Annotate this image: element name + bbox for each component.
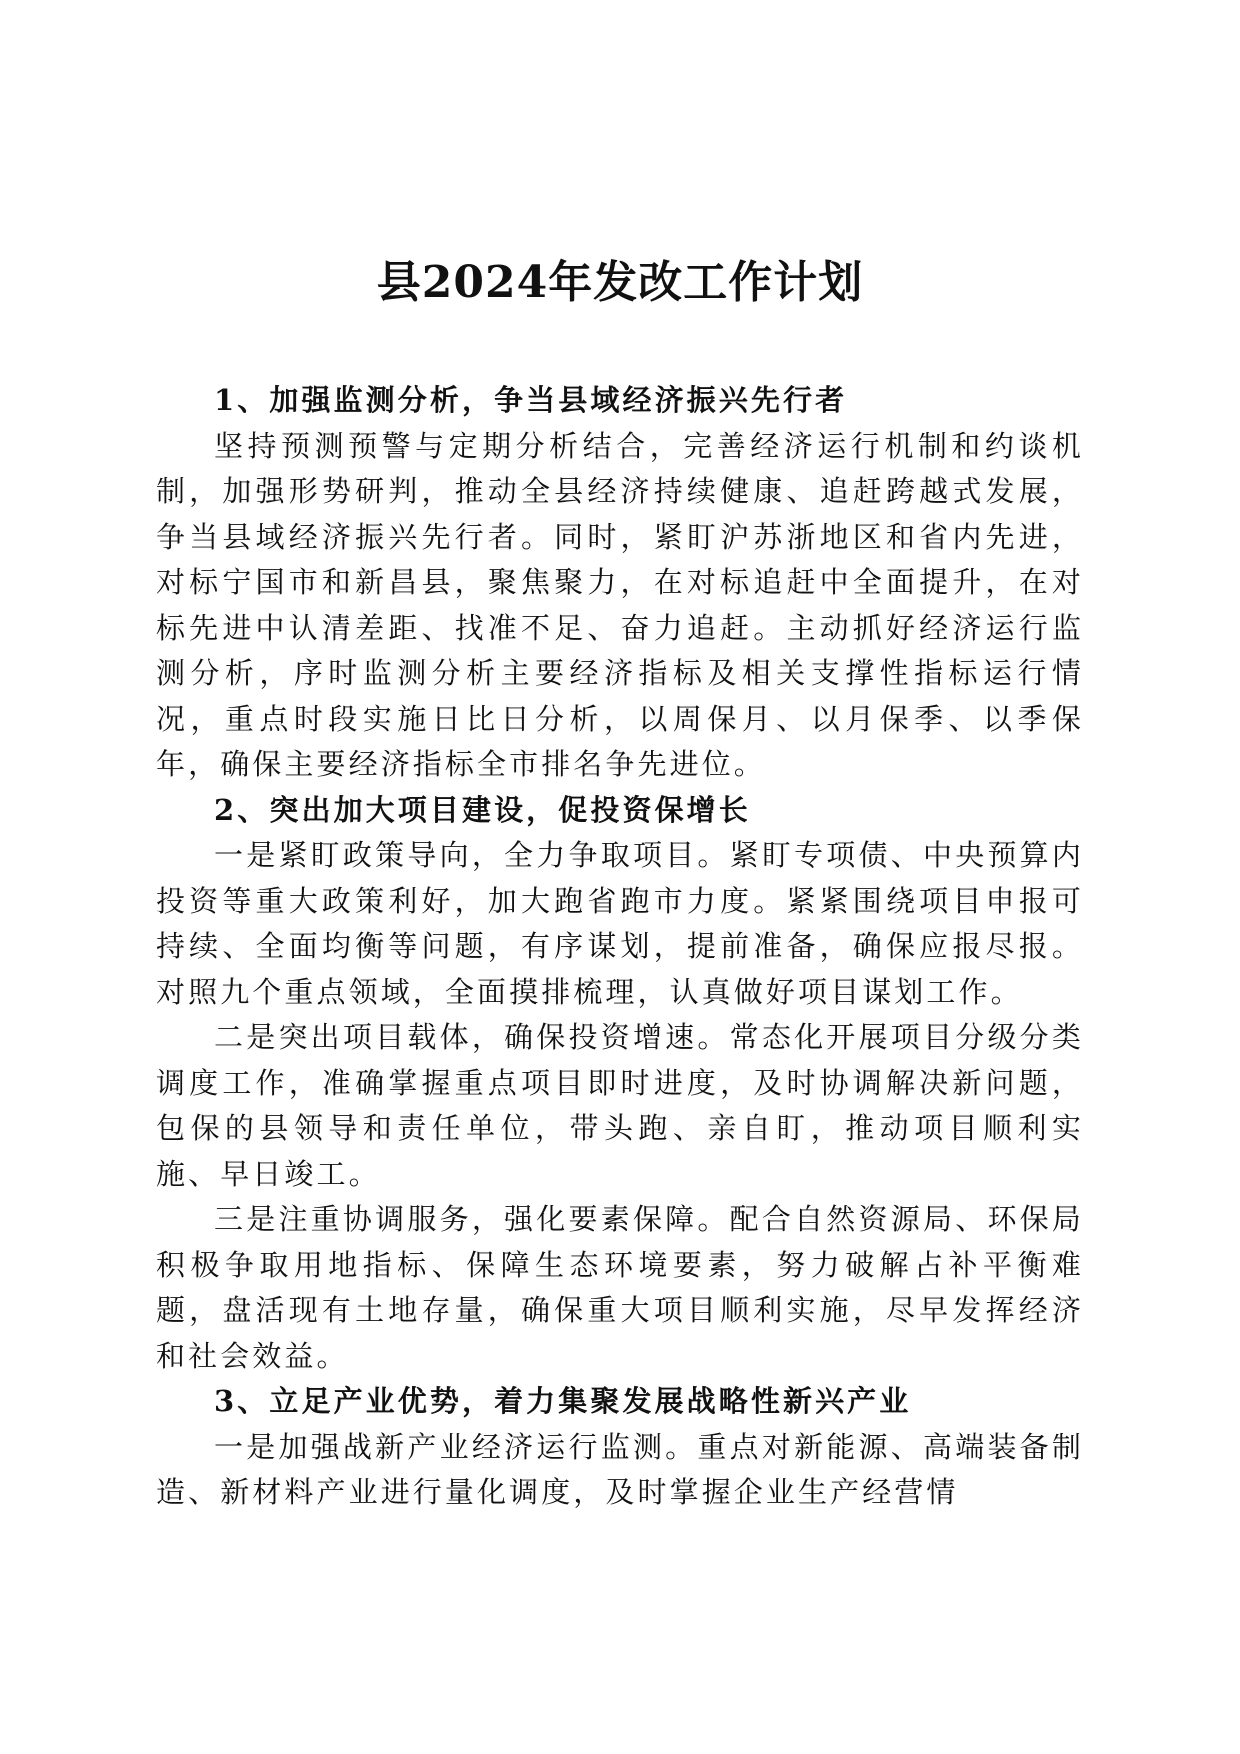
document-body (156, 378, 1084, 1516)
paragraph-policy-orientation: 一是紧盯政策导向，全力争取项目。紧盯专项债、中央预算内投资等重大政策利好，加大跑省跑市力度。紧紧围绕项目申报可持续、全面均衡等问题，有序谋划，提前准备，确保应报尽报。对照九个重点领域，全面摸排梳理，认真做好项目谋划工作。 (156, 838, 1084, 1009)
paragraph-emerging-industry: 一是加强战新产业经济运行监测。重点对新能源、高端装备制造、新材料产业进行量化调度，及时掌握企业生产经营情 (156, 1429, 1084, 1509)
section-heading-1: 1、加强监测分析，争当县域经济振兴先行者 (214, 383, 848, 417)
paragraph-project-carrier: 二是突出项目载体，确保投资增速。常态化开展项目分级分类调度工作，准确掌握重点项目即时进度，及时协调解决新问题，包保的县领导和责任单位，带头跑、亲自盯，推动项目顺利实施、早日竣工。 (156, 1020, 1084, 1191)
section-heading-2: 2、突出加大项目建设，促投资保增长 (214, 792, 751, 827)
paragraph-coordination-service: 三是注重协调服务，强化要素保障。配合自然资源局、环保局积极争取用地指标、保障生态环境要素，努力破解占补平衡难题，盘活现有土地存量，确保重大项目顺利实施，尽早发挥经济和社会效益。 (156, 1202, 1084, 1373)
section-heading-3: 3、立足产业优势，着力集聚发展战略性新兴产业 (214, 1384, 912, 1418)
paragraph-monitoring-analysis: 坚持预测预警与定期分析结合，完善经济运行机制和约谈机制，加强形势研判，推动全县经济持续健康、追赶跨越式发展，争当县域经济振兴先行者。同时，紧盯沪苏浙地区和省内先进，对标宁国市和新昌县，聚焦聚力，在对标追赶中全面提升，在对标先进中认清差距、找准不足、奋力追赶。主动抓好经济运行监测分析，序时监测分析主要经济指标及相关支撑性指标运行情况，重点时段实施日比日分析，以周保月、以月保季、以季保年，确保主要经济指标全市排名争先进位。 (156, 428, 1084, 781)
document-title: 县2024年发改工作计划 (376, 257, 864, 308)
